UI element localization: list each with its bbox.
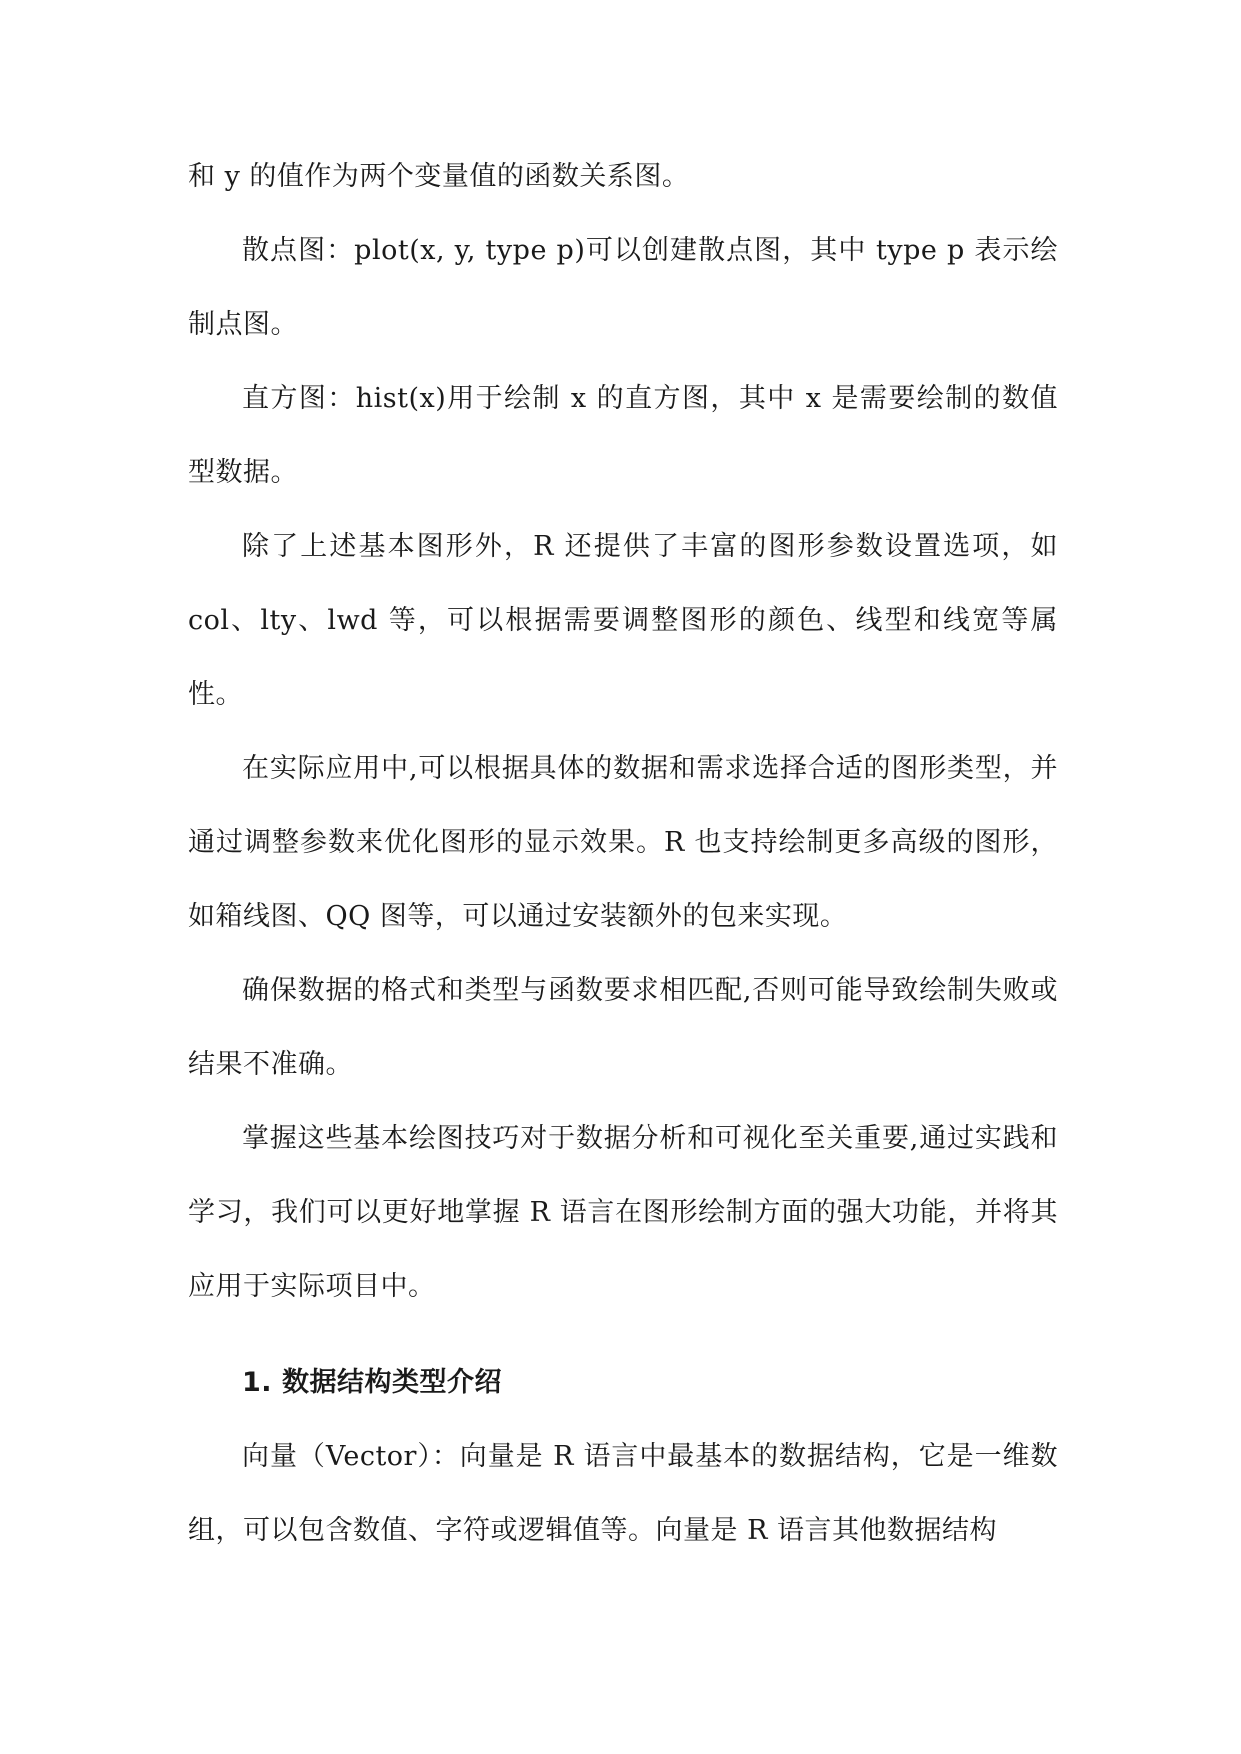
- paragraph-summary: 掌握这些基本绘图技巧对于数据分析和可视化至关重要,通过实践和学习，我们可以更好地掌握 R 语言在图形绘制方面的强大功能，并将其应用于实际项目中。: [188, 1123, 1058, 1302]
- paragraph-histogram: 直方图：hist(x)用于绘制 x 的直方图，其中 x 是需要绘制的数值型数据。: [188, 383, 1058, 488]
- paragraph-vector: 向量（Vector）：向量是 R 语言中最基本的数据结构，它是一维数组，可以包含数值、字符或逻辑值等。向量是 R 语言其他数据结构: [188, 1441, 1058, 1546]
- paragraph-practical-application: 在实际应用中,可以根据具体的数据和需求选择合适的图形类型，并通过调整参数来优化图形的显示效果。R 也支持绘制更多高级的图形，如箱线图、QQ 图等，可以通过安装额外的包来实现。: [188, 753, 1058, 932]
- paragraph-data-format: 确保数据的格式和类型与函数要求相匹配,否则可能导致绘制失败或结果不准确。: [188, 975, 1058, 1080]
- paragraph-scatter-plot: 散点图：plot(x, y, type p)可以创建散点图，其中 type p 表示绘制点图。: [188, 235, 1058, 340]
- paragraph-graphic-parameters: 除了上述基本图形外，R 还提供了丰富的图形参数设置选项，如 col、lty、lwd 等，可以根据需要调整图形的颜色、线型和线宽等属性。: [188, 531, 1058, 710]
- document-body: [188, 140, 1058, 1568]
- paragraph-continuation: 和 y 的值作为两个变量值的函数关系图。: [188, 161, 690, 192]
- section-heading: 1. 数据结构类型介绍: [242, 1367, 502, 1398]
